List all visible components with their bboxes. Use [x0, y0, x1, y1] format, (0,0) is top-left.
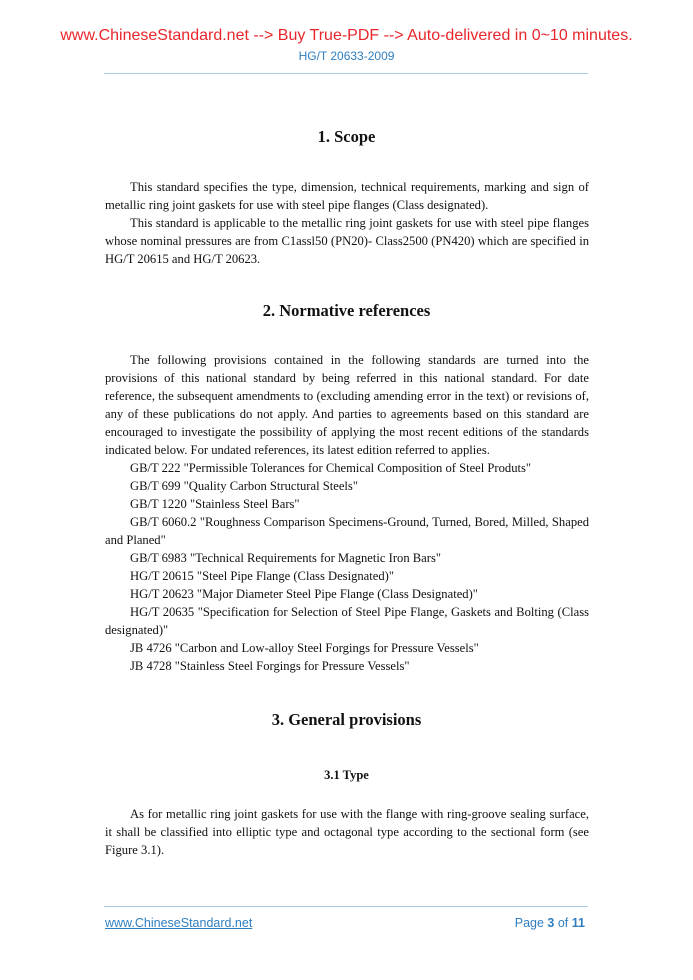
reference-item: HG/T 20635 "Specification for Selection of Steel Pipe Flange, Gaskets and Bolting (Class designated)"	[105, 605, 589, 637]
header-divider	[104, 73, 588, 74]
reference-item: JB 4728 "Stainless Steel Forgings for Pressure Vessels"	[130, 659, 410, 673]
section-title-scope: 1. Scope	[317, 127, 376, 146]
promo-banner[interactable]: www.ChineseStandard.net --> Buy True-PDF --> Auto-delivered in 0~10 minutes.	[60, 27, 633, 44]
page-prefix: Page	[514, 916, 544, 930]
reference-item: GB/T 1220 "Stainless Steel Bars"	[130, 497, 300, 511]
total-pages: 11	[571, 916, 585, 930]
section-title-normative: 2. Normative references	[262, 301, 431, 320]
paragraph: The following provisions contained in the following standards are turned into the provisions of this national standard by being referred in this national standard. For date reference, the subsequent amendments to (excluding amending error in the text) or revisions of, any of these publications do not apply. And parties to agreements based on this standard are encouraged to investigate the possibility of applying the most recent editions of the standards indicated below. For undated references, its latest edition referred to applies.	[105, 353, 589, 457]
subsection-title-type: 3.1 Type	[324, 768, 369, 782]
reference-item: GB/T 222 "Permissible Tolerances for Chemical Composition of Steel Produts"	[130, 461, 532, 475]
reference-item: JB 4726 "Carbon and Low-alloy Steel Forgings for Pressure Vessels"	[130, 641, 479, 655]
current-page: 3	[547, 916, 555, 930]
footer-site-link[interactable]: www.ChineseStandard.net	[105, 916, 253, 930]
scope-body	[105, 178, 589, 268]
reference-item: HG/T 20615 "Steel Pipe Flange (Class Designated)"	[130, 569, 394, 583]
reference-item: GB/T 699 "Quality Carbon Structural Steels"	[130, 479, 358, 493]
reference-item: GB/T 6983 "Technical Requirements for Magnetic Iron Bars"	[130, 551, 441, 565]
reference-item: GB/T 6060.2 "Roughness Comparison Specimens-Ground, Turned, Bored, Milled, Shaped and Planed"	[105, 515, 589, 547]
page-indicator	[515, 916, 585, 930]
type-body	[105, 805, 589, 859]
paragraph: This standard specifies the type, dimension, technical requirements, marking and sign of metallic ring joint gaskets for use with steel pipe flanges (Class designated).	[105, 180, 589, 212]
reference-item: HG/T 20623 "Major Diameter Steel Pipe Flange (Class Designated)"	[130, 587, 478, 601]
paragraph: This standard is applicable to the metallic ring joint gaskets for use with steel pipe flanges whose nominal pressures are from C1assl50 (PN20)- Class2500 (PN420) which are specified in HG/T 20615 and HG/T 20623.	[105, 216, 589, 266]
page-of: of	[557, 916, 569, 930]
normative-body	[105, 351, 589, 675]
section-title-general: 3. General provisions	[271, 710, 422, 729]
footer-divider	[104, 906, 588, 907]
document-id: HG/T 20633-2009	[298, 49, 395, 63]
paragraph: As for metallic ring joint gaskets for use with the flange with ring-groove sealing surface, it shall be classified into elliptic type and octagonal type according to the sectional form (see Figure 3.1).	[105, 807, 589, 857]
